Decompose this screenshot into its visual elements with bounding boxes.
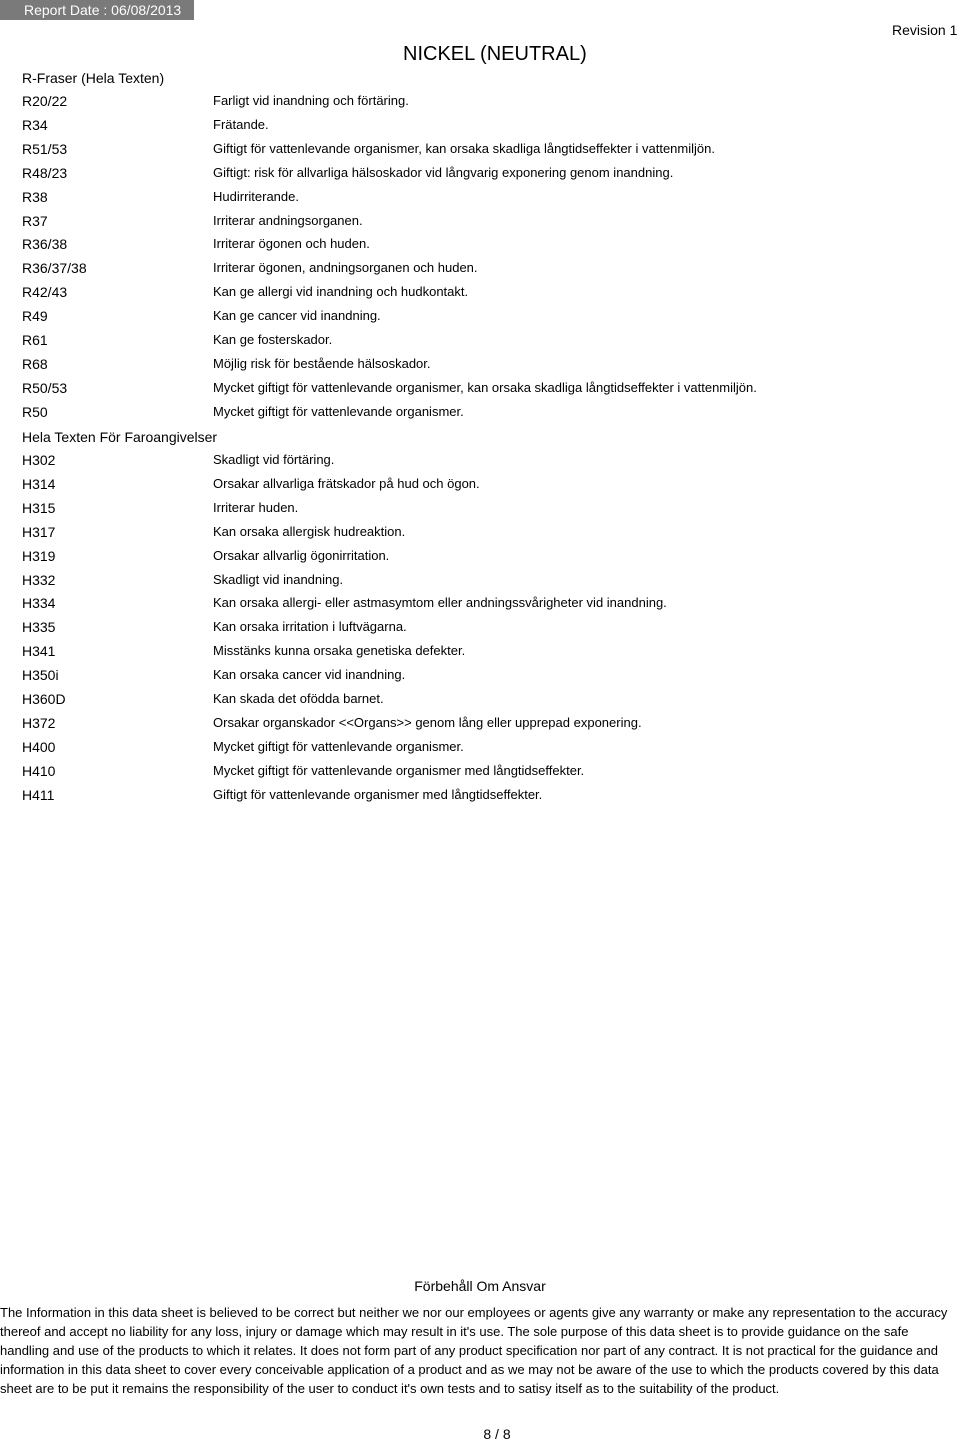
r-phrase-code: R49 <box>22 308 48 325</box>
r-phrase-text: Irriterar ögonen och huden. <box>213 236 370 252</box>
h-statement-row <box>0 762 960 782</box>
h-statement-code: H317 <box>22 523 56 540</box>
r-phrase-row <box>0 331 960 351</box>
h-statement-text: Kan orsaka cancer vid inandning. <box>213 667 406 683</box>
r-phrase-code: R34 <box>22 116 48 133</box>
r-phrase-text: Irriterar ögonen, andningsorganen och huden. <box>213 260 478 276</box>
h-statement-code: H302 <box>22 452 56 468</box>
h-statement-text: Mycket giftigt för vattenlevande organismer med långtidseffekter. <box>213 762 585 778</box>
r-phrase-code: R48/23 <box>22 164 68 181</box>
h-statement-text: Kan orsaka irritation i luftvägarna. <box>213 619 407 635</box>
r-phrase-row <box>0 283 960 303</box>
r-phrase-row <box>0 164 960 184</box>
r-phrase-code: R50 <box>22 403 48 420</box>
h-statement-code: H372 <box>22 714 56 731</box>
r-phrase-row <box>0 235 960 255</box>
r-phrase-text: Farligt vid inandning och förtäring. <box>213 93 409 108</box>
r-phrase-code: R50/53 <box>22 379 68 396</box>
report-date: Report Date : 06/08/2013 <box>24 2 182 18</box>
h-statement-code: H315 <box>22 499 56 516</box>
h-statement-text: Orsakar allvarliga frätskador på hud och ögon. <box>213 475 480 491</box>
r-phrase-text: Irriterar andningsorganen. <box>213 212 363 228</box>
r-phrase-row <box>0 116 960 136</box>
h-statements-heading: Hela Texten För Faroangivelser <box>22 429 218 445</box>
h-statement-row <box>0 594 960 614</box>
r-phrase-row <box>0 92 960 112</box>
h-statement-code: H332 <box>22 571 56 588</box>
revision-label: Revision 1 <box>892 22 958 38</box>
h-statement-code: H335 <box>22 619 56 636</box>
disclaimer-title: Förbehåll Om Ansvar <box>414 1278 546 1294</box>
h-statement-text: Kan orsaka allergisk hudreaktion. <box>213 523 406 539</box>
h-statement-row <box>0 666 960 686</box>
h-statement-code: H411 <box>22 786 55 803</box>
h-statement-code: H410 <box>22 762 56 779</box>
r-phrase-row <box>0 307 960 327</box>
h-statement-text: Giftigt för vattenlevande organismer med långtidseffekter. <box>213 786 543 802</box>
h-statement-row <box>0 499 960 519</box>
h-statement-text: Skadligt vid inandning. <box>213 571 344 587</box>
h-statement-row <box>0 786 960 806</box>
h-statement-row <box>0 714 960 734</box>
h-statement-row <box>0 475 960 495</box>
h-statement-row <box>0 642 960 662</box>
r-phrase-code: R36/38 <box>22 236 68 253</box>
disclaimer-body: The Information in this data sheet is believed to be correct but neither we nor our employees or agents give any warranty or make any representation to the accuracy thereof and accept no liability for any loss, injury or damage which may result in it's use. The sole purpose of this data sheet is to provide guidance on the safe handling and use of the products to which it relates. It does not form part of any product specification nor part of any contract. It is not practical for the guidance and information in this data sheet to cover every conceivable application of a product and as we may not be aware of the use to which the products covered by this data sheet are to be put it remains the responsibility of the user to conduct it's own tests and to satisy itself as to the suitability of the product. <box>0 1305 948 1396</box>
h-statement-code: H350i <box>22 667 59 684</box>
h-statement-text: Orsakar organskador <<Organs>> genom lång eller upprepad exponering. <box>213 714 642 730</box>
h-statement-code: H360D <box>22 691 66 707</box>
r-phrase-code: R37 <box>22 212 48 229</box>
r-phrase-text: Möjlig risk för bestående hälsoskador. <box>213 355 431 371</box>
h-statement-text: Orsakar allvarlig ögonirritation. <box>213 547 390 563</box>
r-phrase-row <box>0 379 960 399</box>
r-phrases-heading: R-Fraser (Hela Texten) <box>22 70 165 86</box>
r-phrase-text: Giftigt: risk för allvarliga hälsoskador vid långvarig exponering genom inandning. <box>213 164 674 180</box>
report-date-bar <box>0 0 194 20</box>
h-statement-text: Skadligt vid förtäring. <box>213 452 335 467</box>
h-statement-text: Misstänks kunna orsaka genetiska defekter. <box>213 643 466 659</box>
r-phrase-row <box>0 212 960 232</box>
r-phrase-row <box>0 140 960 160</box>
h-statement-row <box>0 690 960 710</box>
r-phrase-row <box>0 355 960 375</box>
r-phrase-text: Kan ge allergi vid inandning och hudkontakt. <box>213 284 469 300</box>
h-statement-row <box>0 547 960 567</box>
r-phrase-text: Hudirriterande. <box>213 188 299 204</box>
h-statement-code: H341 <box>22 643 56 660</box>
r-phrase-text: Mycket giftigt för vattenlevande organismer. <box>213 403 464 419</box>
r-phrase-text: Kan ge cancer vid inandning. <box>213 308 381 324</box>
h-statement-text: Kan skada det ofödda barnet. <box>213 691 384 706</box>
r-phrase-code: R38 <box>22 188 48 205</box>
h-statement-row <box>0 738 960 758</box>
page-number: 8 / 8 <box>483 1426 511 1442</box>
r-phrase-text: Kan ge fosterskador. <box>213 332 333 347</box>
r-phrase-code: R51/53 <box>22 140 68 157</box>
h-statement-text: Mycket giftigt för vattenlevande organismer. <box>213 738 464 754</box>
h-statement-row <box>0 571 960 591</box>
h-statement-code: H400 <box>22 738 56 755</box>
h-statement-row <box>0 523 960 543</box>
r-phrase-code: R20/22 <box>22 93 68 109</box>
r-phrase-text: Giftigt för vattenlevande organismer, kan orsaka skadliga långtidseffekter i vattenmiljön. <box>213 140 715 156</box>
h-statement-code: H334 <box>22 595 56 612</box>
r-phrase-text: Mycket giftigt för vattenlevande organismer, kan orsaka skadliga långtidseffekter i vattenmiljön. <box>213 379 757 395</box>
h-statement-row <box>0 451 960 471</box>
h-statement-code: H319 <box>22 547 56 564</box>
r-phrase-code: R61 <box>22 332 48 348</box>
r-phrase-row <box>0 188 960 208</box>
h-statement-code: H314 <box>22 475 56 492</box>
r-phrase-text: Frätande. <box>213 116 269 132</box>
r-phrase-code: R36/37/38 <box>22 260 87 277</box>
r-phrase-row <box>0 403 960 423</box>
product-title: NICKEL (NEUTRAL) <box>403 43 587 65</box>
h-statement-text: Irriterar huden. <box>213 499 299 515</box>
r-phrase-code: R68 <box>22 355 48 372</box>
h-statement-text: Kan orsaka allergi- eller astmasymtom eller andningssvårigheter vid inandning. <box>213 595 667 611</box>
h-statement-row <box>0 618 960 638</box>
r-phrase-row <box>0 259 960 279</box>
r-phrase-code: R42/43 <box>22 284 68 301</box>
